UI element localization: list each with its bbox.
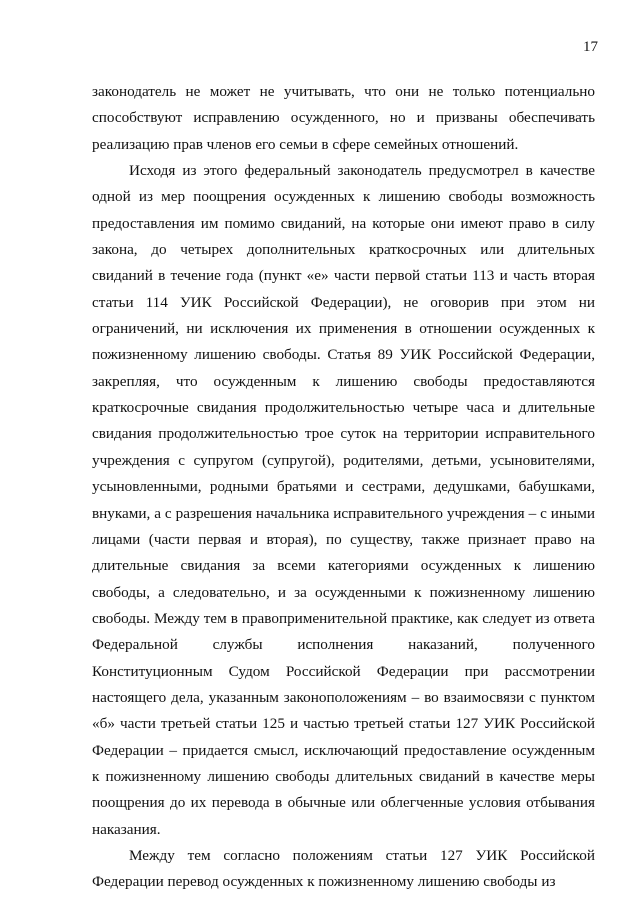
paragraph-1: законодатель не может не учитывать, что они не только потенциально способствуют исправлению осужденного, но и призваны обеспечивать реализацию прав членов его семьи в сфере семейных отношений. (92, 83, 595, 153)
paragraph-3: Между тем согласно положениям статьи 127 УИК Российской Федерации перевод осужденных к пожизненному лишению свободы из (92, 846, 595, 891)
document-body (92, 79, 595, 896)
page-number: 17 (583, 39, 598, 55)
paragraph-2: Исходя из этого федеральный законодатель предусмотрел в качестве одной из мер поощрения осужденных к лишению свободы возможность предоставления им помимо свиданий, на которые они имеют право в силу закона, до четырех дополнительных краткосрочных или длительных свиданий в течение года (пункт «е» части первой статьи 113 и часть вторая статьи 114 УИК Российской Федерации), не оговорив при этом ни ограничений, ни исключения их применения в отношении осужденных к пожизненному лишению свободы. Статья 89 УИК Российской Федерации, закрепляя, что осужденным к лишению свободы предоставляются краткосрочные свидания продолжительностью четыре часа и длительные свидания продолжительностью трое суток на территории исправительного учреждения с супругом (супругой), родителями, детьми, усыновителями, усыновленными, родными братьями и сестрами, дедушками, бабушками, внуками, а с разрешения начальника исправительного учреждения – с иными лицами (части первая и вторая), по существу, также признает право на длительные свидания за всеми категориями осужденных к лишению свободы, а следовательно, и за осужденными к пожизненному лишению свободы. Между тем в правоприменительной практике, как следует из ответа Федеральной службы исполнения наказаний, полученного Конституционным Судом Российской Федерации при рассмотрении настоящего дела, указанным законоположениям – во взаимосвязи с пунктом «б» части третьей статьи 125 и частью третьей статьи 127 УИК Российской Федерации – придается смысл, исключающий предоставление осужденным к пожизненному лишению свободы длительных свиданий в качестве меры поощрения до их перевода в обычные или облегченные условия отбывания наказания. (92, 162, 595, 838)
